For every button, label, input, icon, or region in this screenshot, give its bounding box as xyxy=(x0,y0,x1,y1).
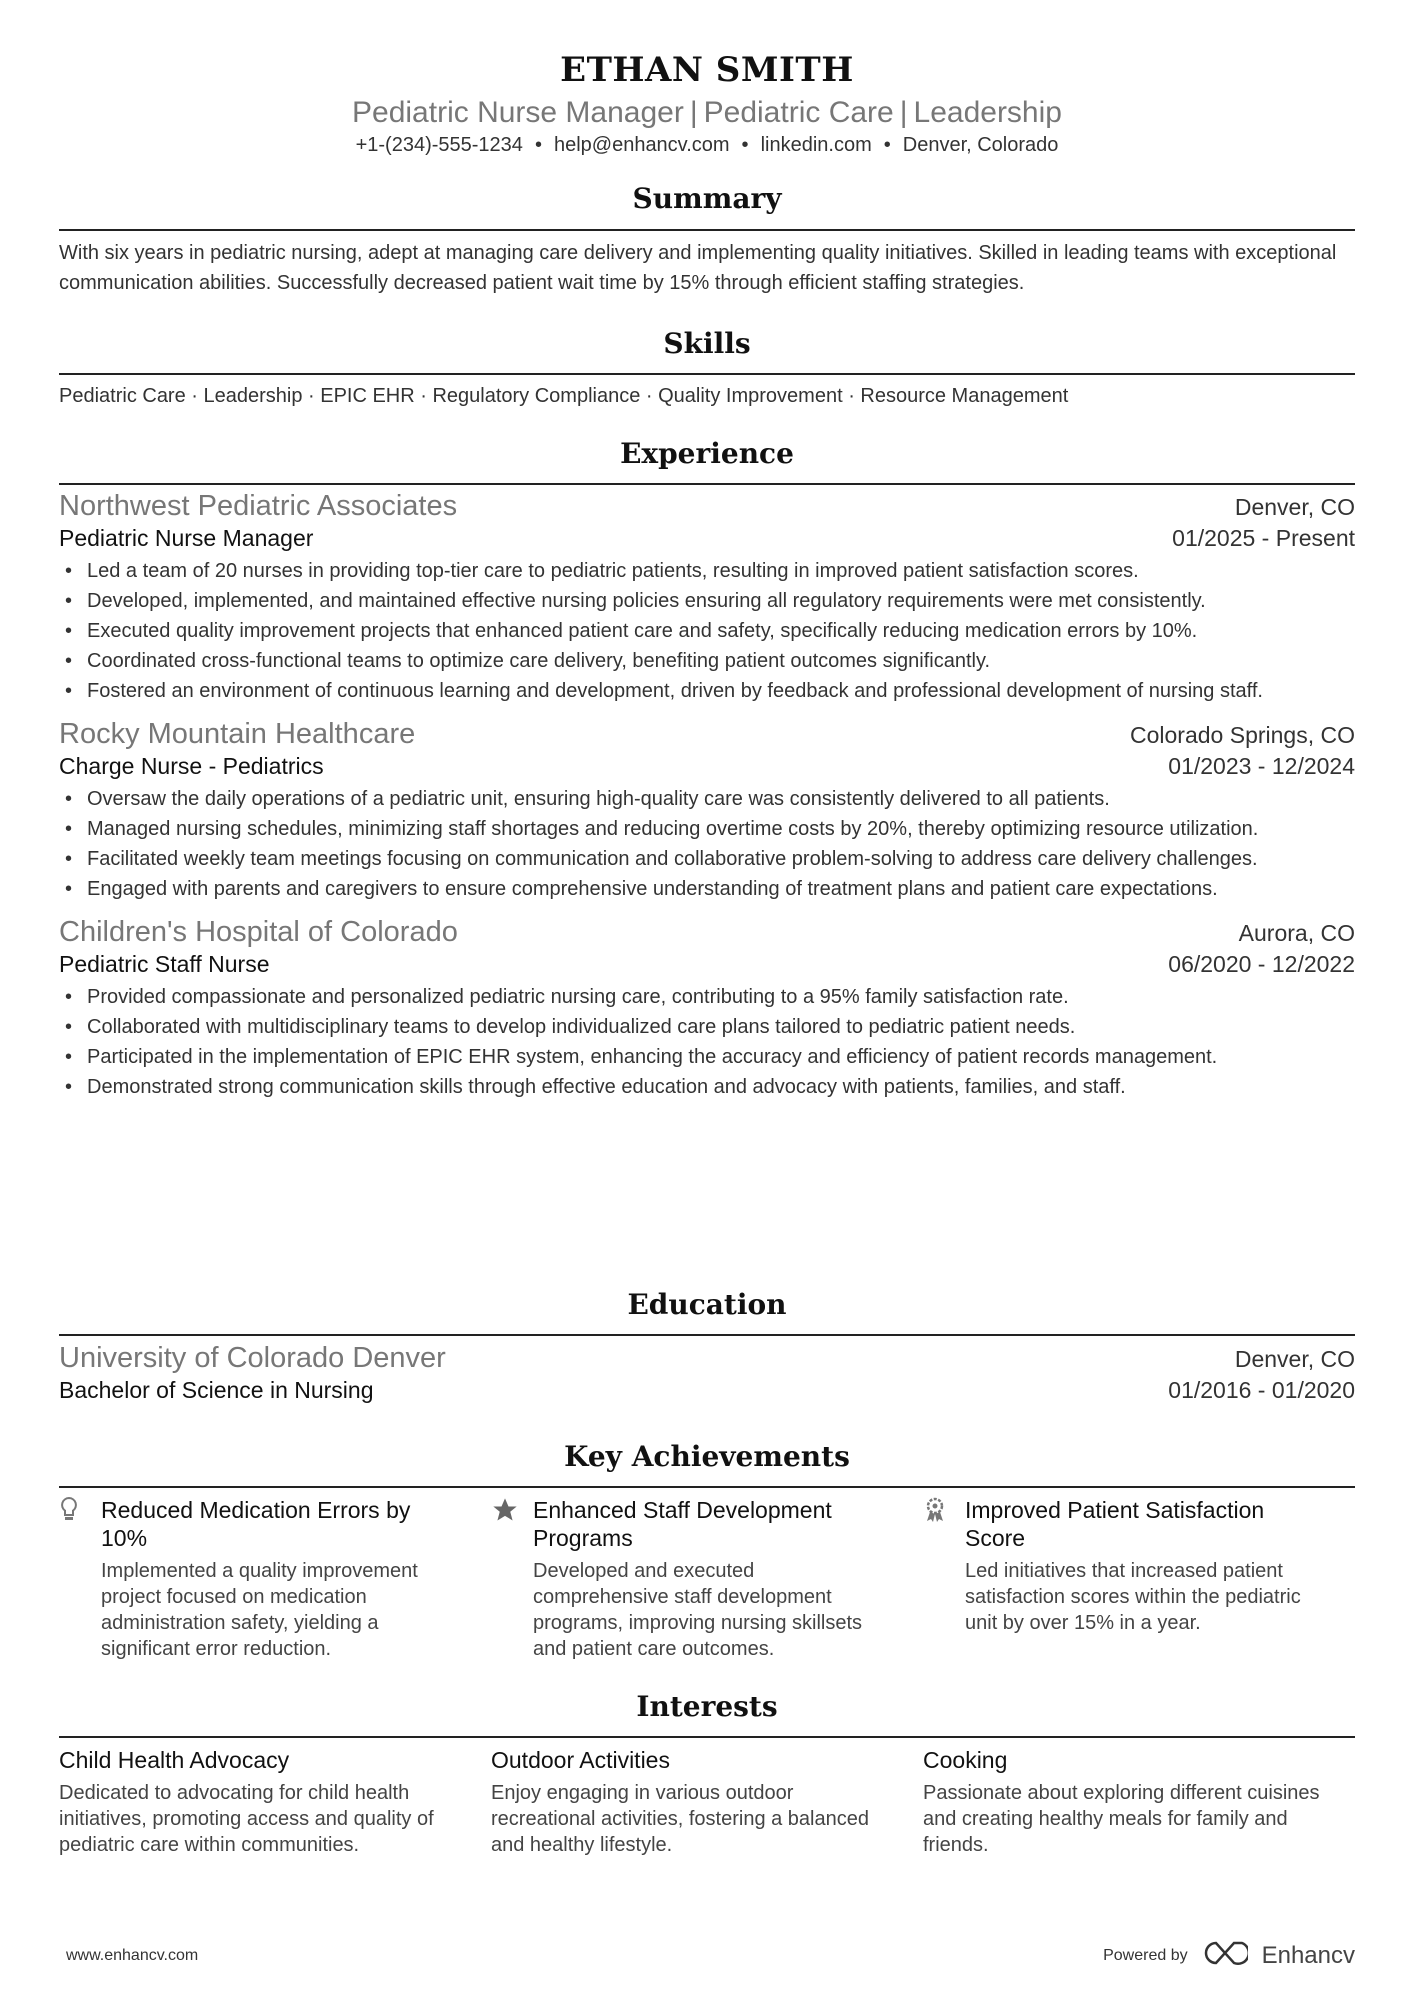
education-heading: Education xyxy=(627,1288,787,1321)
job-dates: 06/2020 - 12/2022 xyxy=(1168,951,1355,977)
divider xyxy=(59,229,1355,231)
job-role: Charge Nurse - Pediatrics xyxy=(59,753,324,779)
email-link[interactable]: help@enhancv.com xyxy=(553,134,730,156)
achievement-desc: Developed and executed comprehensive staff development programs, improving nursing skillsets and patient care outcomes. xyxy=(533,1560,863,1660)
achievement-item xyxy=(491,1496,923,1662)
achievement-title: Improved Patient Satisfaction Score xyxy=(965,1497,1265,1551)
star-icon xyxy=(491,1496,533,1662)
job-location: Denver, CO xyxy=(1234,494,1355,520)
headline-part: Leadership xyxy=(913,96,1062,129)
bullet: • Oversaw the daily operations of a pediatric unit, ensuring high-quality care was consistently delivered to all patients. xyxy=(59,784,1355,814)
achievements-heading: Key Achievements xyxy=(564,1440,850,1473)
achievement-desc: Implemented a quality improvement project focused on medication administration safety, yielding a significant error reduction. xyxy=(101,1560,418,1660)
award-icon xyxy=(923,1496,965,1662)
skills-list: Pediatric Care · Leadership · EPIC EHR · Regulatory Compliance · Quality Improvement · Resource Management xyxy=(59,385,1069,407)
bullet: • Executed quality improvement projects that enhanced patient care and safety, specifically reducing medication errors by 10%. xyxy=(59,616,1355,646)
achievements-list xyxy=(59,1496,1355,1662)
experience-heading: Experience xyxy=(620,437,794,470)
website-link[interactable]: www.enhancv.com xyxy=(66,1946,199,1964)
bullet: • Coordinated cross-functional teams to optimize care delivery, benefiting patient outcomes significantly. xyxy=(59,646,1355,676)
enhancv-logo-icon xyxy=(1202,1940,1248,1971)
interest-title: Outdoor Activities xyxy=(491,1747,670,1773)
interests-heading: Interests xyxy=(636,1690,778,1723)
footer xyxy=(66,1940,1355,1971)
separator: | xyxy=(899,96,908,129)
job-dates: 01/2025 - Present xyxy=(1172,525,1355,551)
divider xyxy=(59,1736,1355,1738)
bullet: • Demonstrated strong communication skills through effective education and advocacy with patients, families, and staff. xyxy=(59,1072,1355,1102)
job-dates: 01/2023 - 12/2024 xyxy=(1168,753,1355,779)
bullet: • Developed, implemented, and maintained effective nursing policies ensuring all regulatory requirements were met consistently. xyxy=(59,586,1355,616)
school-location: Denver, CO xyxy=(1234,1346,1355,1372)
education-dates: 01/2016 - 01/2020 xyxy=(1168,1377,1355,1403)
bullet: • Engaged with parents and caregivers to ensure comprehensive understanding of treatment plans and patient care expectations. xyxy=(59,874,1355,904)
summary-heading: Summary xyxy=(632,182,782,215)
interest-title: Cooking xyxy=(923,1747,1008,1773)
linkedin-link[interactable]: linkedin.com xyxy=(760,134,872,156)
headline-part: Pediatric Nurse Manager xyxy=(352,96,684,129)
achievement-title: Reduced Medication Errors by 10% xyxy=(101,1497,411,1551)
achievement-item xyxy=(923,1496,1355,1662)
bullet: • Facilitated weekly team meetings focusing on communication and collaborative problem-solving to address care delivery challenges. xyxy=(59,844,1355,874)
powered-by xyxy=(1103,1940,1355,1971)
job-role: Pediatric Staff Nurse xyxy=(59,951,270,977)
summary-text: With six years in pediatric nursing, adept at managing care delivery and implementing quality initiatives. Skilled in leading teams with exceptional communication abilities. Successfully decreased patient wait time by 15% through efficient staffing strategies. xyxy=(59,242,1337,294)
achievement-item xyxy=(59,1496,491,1662)
interests-list xyxy=(59,1746,1355,1858)
interest-desc: Enjoy engaging in various outdoor recreational activities, fostering a balanced and healthy lifestyle. xyxy=(491,1782,869,1856)
experience-list xyxy=(59,490,1355,1102)
divider xyxy=(59,373,1355,375)
job-role: Pediatric Nurse Manager xyxy=(59,525,314,551)
lightbulb-icon xyxy=(59,1496,101,1662)
divider xyxy=(59,1334,1355,1336)
bullet: • Fostered an environment of continuous learning and development, driven by feedback and professional development of nursing staff. xyxy=(59,676,1355,706)
bullet: • Provided compassionate and personalized pediatric nursing care, contributing to a 95% family satisfaction rate. xyxy=(59,982,1355,1012)
bullet: • Participated in the implementation of EPIC EHR system, enhancing the accuracy and efficiency of patient records management. xyxy=(59,1042,1355,1072)
job-location: Aurora, CO xyxy=(1238,920,1355,946)
education-entry xyxy=(59,1342,1355,1404)
interest-item xyxy=(491,1746,923,1858)
skills-heading: Skills xyxy=(663,327,751,360)
dot: • xyxy=(741,134,749,156)
interest-item xyxy=(59,1746,491,1858)
bullet: • Led a team of 20 nurses in providing top-tier care to pediatric patients, resulting in improved patient satisfaction scores. xyxy=(59,556,1355,586)
powered-by-label: Powered by xyxy=(1103,1946,1188,1964)
bullet: • Managed nursing schedules, minimizing staff shortages and reducing overtime costs by 20%, thereby optimizing resource utilization. xyxy=(59,814,1355,844)
interest-desc: Dedicated to advocating for child health initiatives, promoting access and quality of pediatric care within communities. xyxy=(59,1782,434,1856)
enhancv-brand: Enhancv xyxy=(1261,1941,1355,1969)
company-name: Northwest Pediatric Associates xyxy=(59,490,458,522)
interest-desc: Passionate about exploring different cuisines and creating healthy meals for family and friends. xyxy=(923,1782,1320,1856)
achievement-title: Enhanced Staff Development Programs xyxy=(533,1497,832,1551)
job-entry xyxy=(59,490,1355,706)
job-entry xyxy=(59,916,1355,1102)
separator: | xyxy=(689,96,698,129)
company-name: Rocky Mountain Healthcare xyxy=(59,718,416,750)
phone: +1-(234)-555-1234 xyxy=(355,134,523,156)
dot: • xyxy=(883,134,891,156)
divider xyxy=(59,483,1355,485)
school-name: University of Colorado Denver xyxy=(59,1342,446,1374)
company-name: Children's Hospital of Colorado xyxy=(59,916,458,948)
interest-item xyxy=(923,1746,1355,1858)
divider xyxy=(59,1486,1355,1488)
location: Denver, Colorado xyxy=(902,134,1059,156)
interest-title: Child Health Advocacy xyxy=(59,1747,290,1773)
degree: Bachelor of Science in Nursing xyxy=(59,1377,374,1403)
job-location: Colorado Springs, CO xyxy=(1130,722,1355,748)
bullet: • Collaborated with multidisciplinary teams to develop individualized care plans tailored to pediatric patient needs. xyxy=(59,1012,1355,1042)
job-entry xyxy=(59,718,1355,904)
candidate-name: ETHAN SMITH xyxy=(560,50,854,90)
dot: • xyxy=(534,134,542,156)
headline-part: Pediatric Care xyxy=(703,96,894,129)
achievement-desc: Led initiatives that increased patient satisfaction scores within the pediatric unit by over 15% in a year. xyxy=(965,1560,1301,1634)
contact-info xyxy=(59,134,1355,157)
headline xyxy=(59,96,1355,130)
